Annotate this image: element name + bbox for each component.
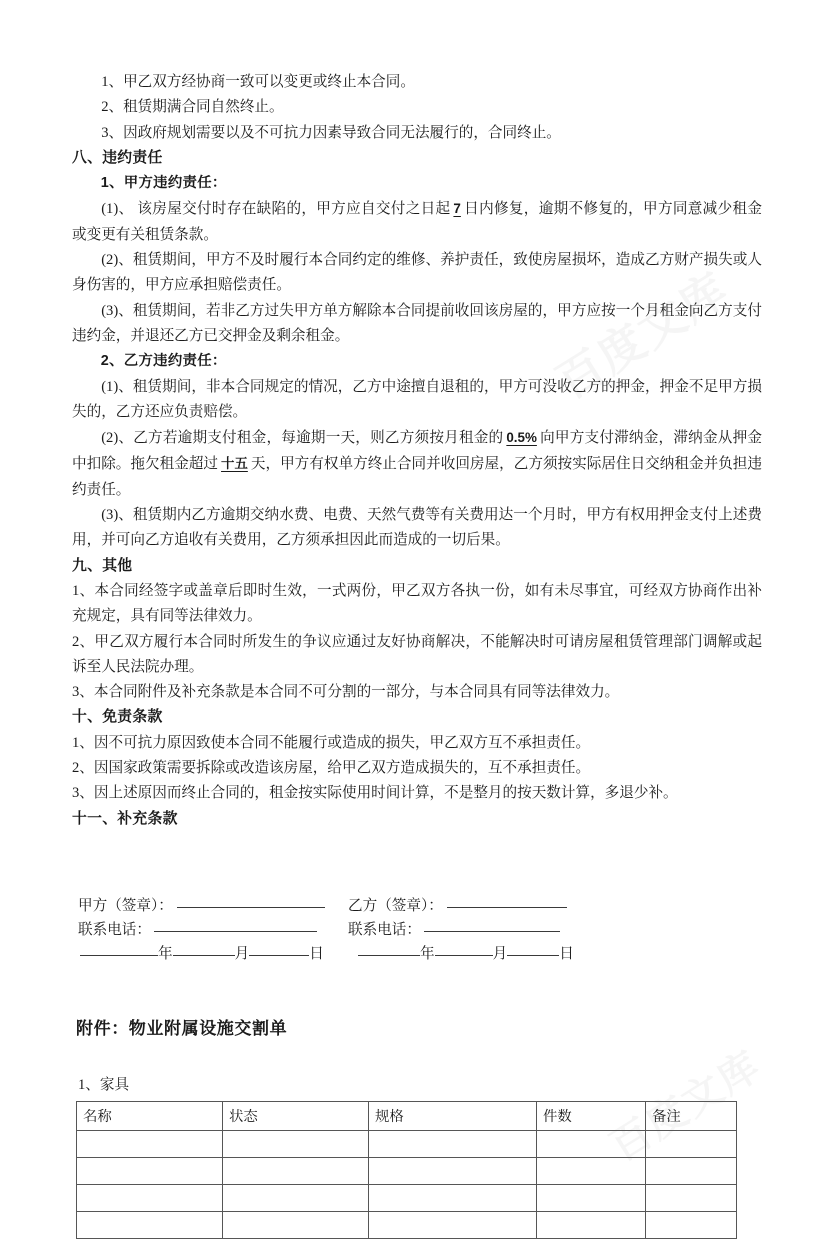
table-row — [77, 1157, 737, 1184]
section-heading-11: 十一、补充条款 — [72, 810, 178, 827]
cell-count[interactable] — [537, 1211, 646, 1238]
party-b-tel-label: 联系电话： — [348, 921, 421, 938]
table-row — [77, 1211, 737, 1238]
party-b-tel-field — [348, 918, 618, 942]
party-a-month-label: 月 — [234, 945, 250, 962]
signature-name-row — [78, 894, 762, 918]
cell-remark[interactable] — [646, 1130, 737, 1157]
party-a-item1-post: 日内修复，逾期不修复的，甲方同意减少租金或变更有关租赁条款。 — [72, 201, 762, 243]
cell-spec[interactable] — [369, 1184, 537, 1211]
repair-days-blank: 7 — [453, 201, 461, 217]
cell-status[interactable] — [223, 1130, 369, 1157]
signature-date-row — [78, 942, 762, 966]
cell-spec[interactable] — [369, 1130, 537, 1157]
cell-remark[interactable] — [646, 1157, 737, 1184]
cell-status[interactable] — [223, 1184, 369, 1211]
late-fee-rate-blank: 0.5% — [506, 430, 537, 446]
column-header-count: 件数 — [537, 1101, 646, 1130]
cell-name[interactable] — [77, 1130, 223, 1157]
party-b-item2-pre: (2)、乙方若逾期支付租金，每逾期一天，则乙方须按月租金的 — [101, 430, 504, 447]
table-row — [77, 1184, 737, 1211]
section-10-item-1: 1、因不可抗力原因致使本合同不能履行或造成的损失，甲乙双方互不承担责任。 — [72, 734, 591, 751]
cell-name[interactable] — [77, 1211, 223, 1238]
party-a-year-label: 年 — [158, 945, 173, 962]
party-a-tel-line[interactable] — [154, 931, 317, 932]
table-header-row — [77, 1101, 737, 1130]
section-heading-10: 十、免责条款 — [72, 709, 163, 726]
column-header-remark: 备注 — [646, 1101, 737, 1130]
overdue-days-blank: 十五 — [221, 456, 248, 472]
cell-name[interactable] — [77, 1184, 223, 1211]
party-b-sign-line[interactable] — [447, 907, 567, 908]
party-b-sign-field — [348, 894, 618, 918]
signature-block — [72, 894, 762, 966]
furniture-table-body — [77, 1130, 737, 1238]
terminate-clause-3: 3、因政府规划需要以及不可抗力因素导致合同无法履行的，合同终止。 — [101, 124, 561, 141]
section-9-item-1: 1、本合同经签字或盖章后即时生效，一式两份，甲乙双方各执一份，如有未尽事宜，可经双方协商作出补充规定，具有同等法律效力。 — [72, 582, 762, 625]
party-b-breach-item-2 — [72, 425, 762, 503]
party-b-day-label: 日 — [559, 945, 574, 962]
party-a-sign-line[interactable] — [177, 907, 325, 908]
party-b-year-label: 年 — [420, 945, 435, 962]
cell-status[interactable] — [223, 1157, 369, 1184]
attachment-subtitle: 1、家具 — [78, 1076, 130, 1093]
column-header-status: 状态 — [223, 1101, 369, 1130]
column-header-spec: 规格 — [369, 1101, 537, 1130]
cell-status[interactable] — [223, 1211, 369, 1238]
section-heading-8: 八、违约责任 — [72, 149, 163, 166]
party-b-sign-label: 乙方（签章）： — [348, 897, 443, 914]
section-9-item-2: 2、甲乙双方履行本合同时所发生的争议应通过友好协商解决，不能解决时可请房屋租赁管理部门调解或起诉至人民法院办理。 — [72, 633, 762, 675]
subheading-party-a-breach: 1、甲方违约责任： — [100, 175, 227, 192]
document-body — [72, 70, 762, 832]
furniture-table — [76, 1101, 737, 1239]
table-row — [77, 1130, 737, 1157]
party-a-tel-label: 联系电话： — [78, 921, 151, 938]
party-b-date-field — [350, 942, 628, 966]
section-10-item-3: 3、因上述原因而终止合同的，租金按实际使用时间计算，不是整月的按天数计算，多退少补。 — [72, 785, 678, 802]
party-a-day-label: 日 — [309, 945, 324, 962]
cell-count[interactable] — [537, 1157, 646, 1184]
party-a-month-line[interactable] — [173, 955, 235, 956]
cell-remark[interactable] — [646, 1211, 737, 1238]
cell-spec[interactable] — [369, 1211, 537, 1238]
party-b-month-line[interactable] — [435, 955, 493, 956]
section-9-item-3: 3、本合同附件及补充条款是本合同不可分割的一部分，与本合同具有同等法律效力。 — [72, 684, 620, 701]
cell-remark[interactable] — [646, 1184, 737, 1211]
party-a-breach-item-2: (2)、租赁期间，甲方不及时履行本合同约定的维修、养护责任，致使房屋损坏，造成乙方财产损失或人身伤害的，甲方应承担赔偿责任。 — [72, 252, 762, 294]
party-a-year-line[interactable] — [80, 955, 158, 956]
cell-name[interactable] — [77, 1157, 223, 1184]
column-header-name: 名称 — [77, 1101, 223, 1130]
terminate-clause-1: 1、甲乙双方经协商一致可以变更或终止本合同。 — [101, 74, 415, 90]
party-a-sign-field — [78, 894, 348, 918]
party-a-breach-item-1 — [72, 196, 762, 248]
party-a-tel-field — [78, 918, 348, 942]
party-b-item2-mid: 向甲方支付滞纳金，滞纳金从押金中扣除。拖欠租金超过 — [72, 430, 762, 473]
party-b-year-line[interactable] — [358, 955, 420, 956]
terminate-clause-2: 2、租赁期满合同自然终止。 — [101, 99, 284, 116]
subheading-party-b-breach: 2、乙方违约责任： — [100, 353, 227, 370]
party-a-item1-pre: (1)、 该房屋交付时存在缺陷的，甲方应自交付之日起 — [101, 201, 451, 218]
party-b-tel-line[interactable] — [424, 931, 560, 932]
section-heading-9: 九、其他 — [72, 557, 133, 574]
section-10-item-2: 2、因国家政策需要拆除或改造该房屋，给甲乙双方造成损失的，互不承担责任。 — [72, 760, 591, 777]
party-b-breach-item-1: (1)、租赁期间，非本合同规定的情况，乙方中途擅自退租的，甲方可没收乙方的押金，押金不足甲方损失的，乙方还应负责赔偿。 — [72, 378, 762, 420]
cell-spec[interactable] — [369, 1157, 537, 1184]
party-a-date-field — [78, 942, 350, 966]
party-b-item2-post: 天，甲方有权单方终止合同并收回房屋，乙方须按实际居住日交纳租金并负担违约责任。 — [72, 456, 762, 498]
attachment-title: 附件：物业附属设施交割单 — [76, 1018, 288, 1038]
party-b-day-line[interactable] — [507, 955, 559, 956]
party-b-breach-item-3: (3)、租赁期内乙方逾期交纳水费、电费、天然气费等有关费用达一个月时，甲方有权用押金支付上述费用，并可向乙方追收有关费用，乙方须承担因此而造成的一切后果。 — [72, 507, 762, 549]
cell-count[interactable] — [537, 1184, 646, 1211]
party-a-sign-label: 甲方（签章）： — [78, 897, 173, 914]
party-a-breach-item-3: (3)、租赁期间，若非乙方过失甲方单方解除本合同提前收回该房屋的，甲方应按一个月租金向乙方支付违约金，并退还乙方已交押金及剩余租金。 — [72, 302, 762, 344]
party-b-month-label: 月 — [492, 945, 508, 962]
cell-count[interactable] — [537, 1130, 646, 1157]
party-a-day-line[interactable] — [249, 955, 309, 956]
signature-tel-row — [78, 918, 762, 942]
